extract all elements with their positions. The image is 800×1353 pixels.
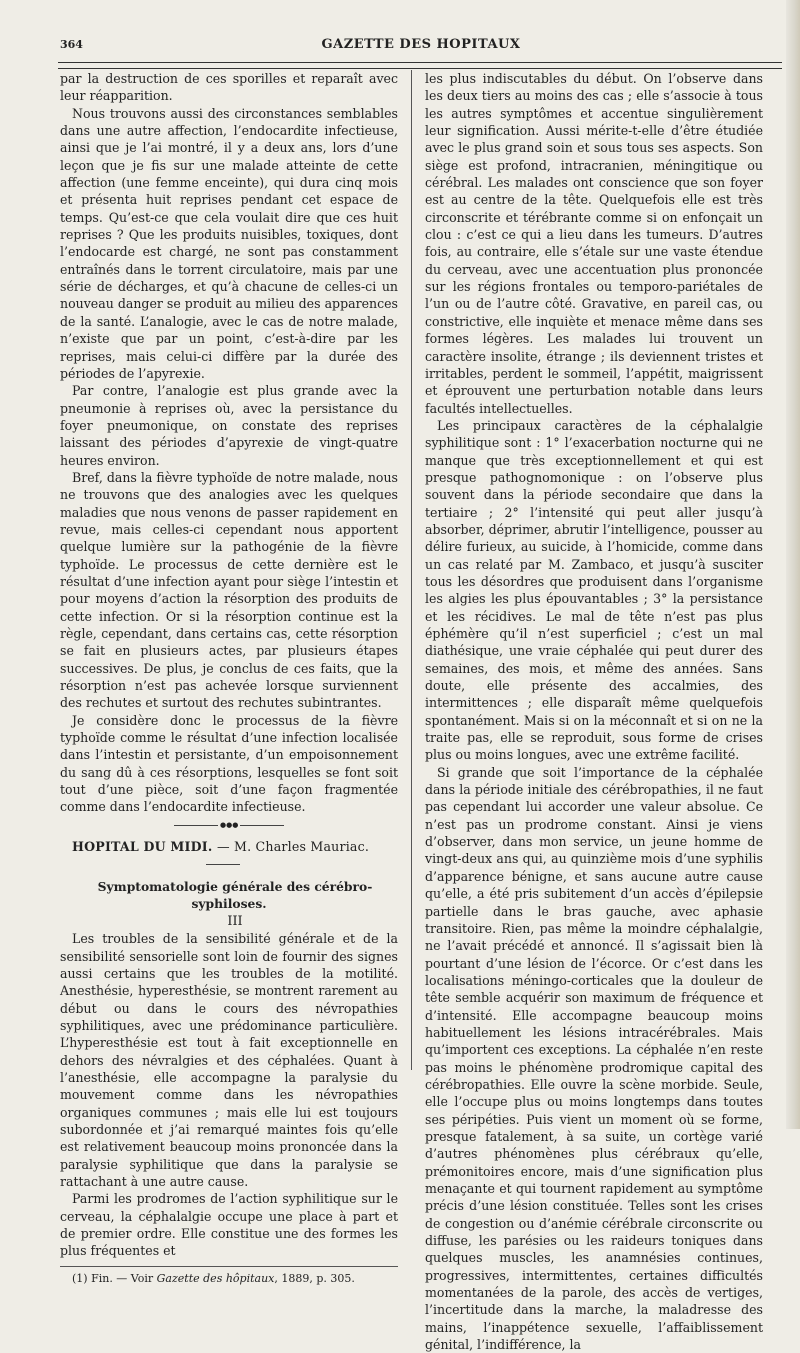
section-heading-title: HOPITAL DU MIDI. bbox=[72, 838, 213, 854]
page-edge bbox=[786, 0, 800, 1129]
chapter-number: III bbox=[227, 913, 243, 929]
paragraph: Si grande que soit l’importance de la céphalée dans la période initiale des cérébropathies, il ne faut pas cependant lui accorder une valeur absolue. Ce n’est pas un prodrome constant. Ainsi je viens d’observer, dans mon service, un jeune homme de vingt-deux ans qui, au quinzième mois d’une syphilis d’apparence bénigne, et sans aucune autre cause qu’elle, a été pris subitement d’un accès d’épilepsie partielle dans le bras gauche, avec aphasie transitoire. Rien, pas même la moindre céphalalgie, ne l’avait précédé et annoncé. Il s’agissait bien là pourtant d’une lésion de l’écorce. Or c’est dans les localisations méningo-corticales que la douleur de tête semble acquérir son maximum de fréquence et d’intensité. Elle accompagne beaucoup moins habituellement les lésions intracérébrales. Mais qu’importent ces exceptions. La céphalée n’en reste pas moins le phénomène prodromique capital des cérébropathies. Elle ouvre la scène morbide. Seule, elle l’occupe plus ou moins longtemps dans toutes ses péripéties. Puis vient un moment où se forme, presque fatalement, à sa suite, un cortège varié d’autres phénomènes plus cérébraux qu’elle, prémonitoires encore, mais d’une signification plus menaçante et qui tournent rapidement au symptôme précis d’une lésion constituée. Telles sont les crises de congestion ou d’anémie cérébrale circonscrite ou diffuse, les parésies ou les raideurs toniques dans quelques muscles, les anamnésies continues, progressives, intermittentes, certaines difficultés momentanées de la parole, des accès de vertiges, l’incertitude dans la marche, la maladresse des mains, l’inappétence sexuelle, l’affaiblissement génital, l’indifférence, la bbox=[425, 764, 763, 1353]
page-header bbox=[60, 30, 782, 56]
paragraph: Les principaux caractères de la céphalalgie syphilitique sont : 1° l’exacerbation nocturne qui ne manque que très exceptionnellement et qui est presque pathognomonique : on l’observe plus souvent dans la période secondaire que dans la tertiaire ; 2° l’intensité qui peut aller jusqu’à absorber, déprimer, abrutir l’intelligence, pousser au délire furieux, au suicide, à l’homicide, comme dans un cas relaté par M. Zambaco, et jusqu’à susciter tous les désordres que produisent dans l’organisme les algies les plus épouvantables ; 3° la persistance et les récidives. Le mal de tête n’est pas plus éphémère qu’il n’est superficiel ; c’est un mal diathésique, une vraie céphalée qui peut durer des semaines, des mois, et même des années. Sans doute, elle présente des accalmies, des intermittences ; elle disparaît même quelquefois spontanément. Mais si on la méconnaît et si on ne la traite pas, elle se reproduit, sous forme de crises plus ou moins longues, avec une extrême facilité. bbox=[425, 417, 763, 763]
paragraph: les plus indiscutables du début. On l’observe dans les deux tiers au moins des cas ; elle s’associe à tous les autres symptômes et accentue singulièrement leur signification. Aussi mérite-t-elle d’être étudiée avec le plus grand soin et sous tous ses aspects. Son siège est profond, intracranien, méningitique ou cérébral. Les malades ont conscience que son foyer est au centre de la tête. Quelquefois elle est très circonscrite et térébrante comme si on enfonçait un clou : c’est ce qui a lieu dans les tumeurs. D’autres fois, au contraire, elle s’étale sur une vaste étendue du cerveau, avec une accentuation plus prononcée sur les régions frontales ou temporo-pariétales de l’un ou de l’autre côté. Gravative, en pareil cas, ou constrictive, elle inquiète et menace même dans ses formes légères. Les malades lui trouvent un caractère insolite, étrange ; ils deviennent tristes et irritables, perdent le sommeil, l’appétit, maigrissent et éprouvent une perturbation notable dans leurs facultés intellectuelles. bbox=[425, 71, 763, 416]
running-title: GAZETTE DES HOPITAUX bbox=[321, 37, 521, 52]
footnote bbox=[60, 1272, 398, 1286]
page-number: 364 bbox=[60, 38, 83, 51]
section-heading bbox=[60, 838, 398, 855]
paragraph: Par contre, l’analogie est plus grande avec la pneumonie à reprises où, avec la persistance du foyer pneumonique, on constate des reprises laissant des périodes d’apyrexie de vingt-quatre heures environ. bbox=[60, 383, 398, 468]
paragraph: par la destruction de ces sporilles et reparaît avec leur réapparition. bbox=[60, 71, 398, 104]
section-subheading: Symptomatologie générale des cérébro-syphiloses. bbox=[97, 879, 373, 912]
right-column bbox=[425, 70, 763, 1353]
section-heading-author: — M. Charles Mauriac. bbox=[217, 838, 370, 854]
section-ornament: ●●● bbox=[174, 825, 284, 826]
footnote-rule bbox=[60, 1266, 398, 1267]
paragraph: Parmi les prodromes de l’action syphilitique sur le cerveau, la céphalalgie occupe une place à part et de premier ordre. Elle constitue une des formes les plus fréquentes et bbox=[60, 1191, 398, 1259]
paragraph: Nous trouvons aussi des circonstances semblables dans une autre affection, l’endocardite infectieuse, ainsi que je l’ai montré, il y a deux ans, lors d’une leçon que je fis sur une malade atteinte de cette affection (une femme enceinte), qui dura cinq mois et présenta huit reprises pendant cet espace de temps. Qu’est-ce que cela voulait dire que ces huit reprises ? Que les produits nuisibles, toxiques, dont l’endocarde est chargé, ne sont pas constamment entraînés dans le torrent circulatoire, mais par une série de décharges, et qu’à chacune de celles-ci un nouveau danger se produit au milieu des apparences de la santé. L’analogie, avec le cas de notre malade, n’existe que par un point, c’est-à-dire par les reprises, mais celui-ci diffère par la durée des périodes de l’apyrexie. bbox=[60, 105, 398, 381]
footnote-source: Gazette des hôpitaux bbox=[156, 1271, 275, 1285]
footnote-prefix: (1) Fin. — Voir bbox=[72, 1271, 157, 1285]
column-divider bbox=[411, 70, 412, 1070]
left-column bbox=[60, 70, 398, 1285]
paragraph: Je considère donc le processus de la fièvre typhoïde comme le résultat d’une infection localisée dans l’intestin et persistante, d’un empoisonnement du sang dû à ces résorptions, lesquelles se font soit tout d’une pièce, soit d’une façon fragmentée comme dans l’endocardite infectieuse. bbox=[60, 712, 398, 815]
footnote-suffix: , 1889, p. 305. bbox=[274, 1271, 355, 1285]
header-rule bbox=[58, 62, 782, 69]
paragraph: Les troubles de la sensibilité générale et de la sensibilité sensorielle sont loin de fournir des signes aussi certains que les troubles de la motilité. Anesthésie, hyperesthésie, se montrent rarement au début ou dans le cours des névropathies syphilitiques, avec une prédominance particulière. L’hyperesthésie est tout à fait exceptionnelle en dehors des névralgies et des céphalées. Quant à l’anesthésie, elle accompagne la paralysie du mouvement comme dans les névropathies organiques communes ; mais elle lui est toujours subordonnée et j’ai remarqué maintes fois qu’elle est relativement beaucoup moins prononcée dans la paralysie syphilitique que dans la paralysie se rattachant à une autre cause. bbox=[60, 931, 398, 1189]
short-rule bbox=[206, 864, 240, 865]
paragraph: Bref, dans la fièvre typhoïde de notre malade, nous ne trouvons que des analogies avec les quelques maladies que nous venons de passer rapidement en revue, mais celles-ci cependant nous apportent quelque lumière sur la pathogénie de la fièvre typhoïde. Le processus de cette dernière est le résultat d’une infection ayant pour siège l’intestin et pour moyens d’action la résorption des produits de cette infection. Or si la résorption continue est la règle, cependant, dans certains cas, cette résorption se fait en plusieurs actes, par plusieurs étapes successives. De plus, je conclus de ces faits, que la résorption n’est pas achevée lorsque surviennent des rechutes et surtout des rechutes subintrantes. bbox=[60, 469, 398, 711]
